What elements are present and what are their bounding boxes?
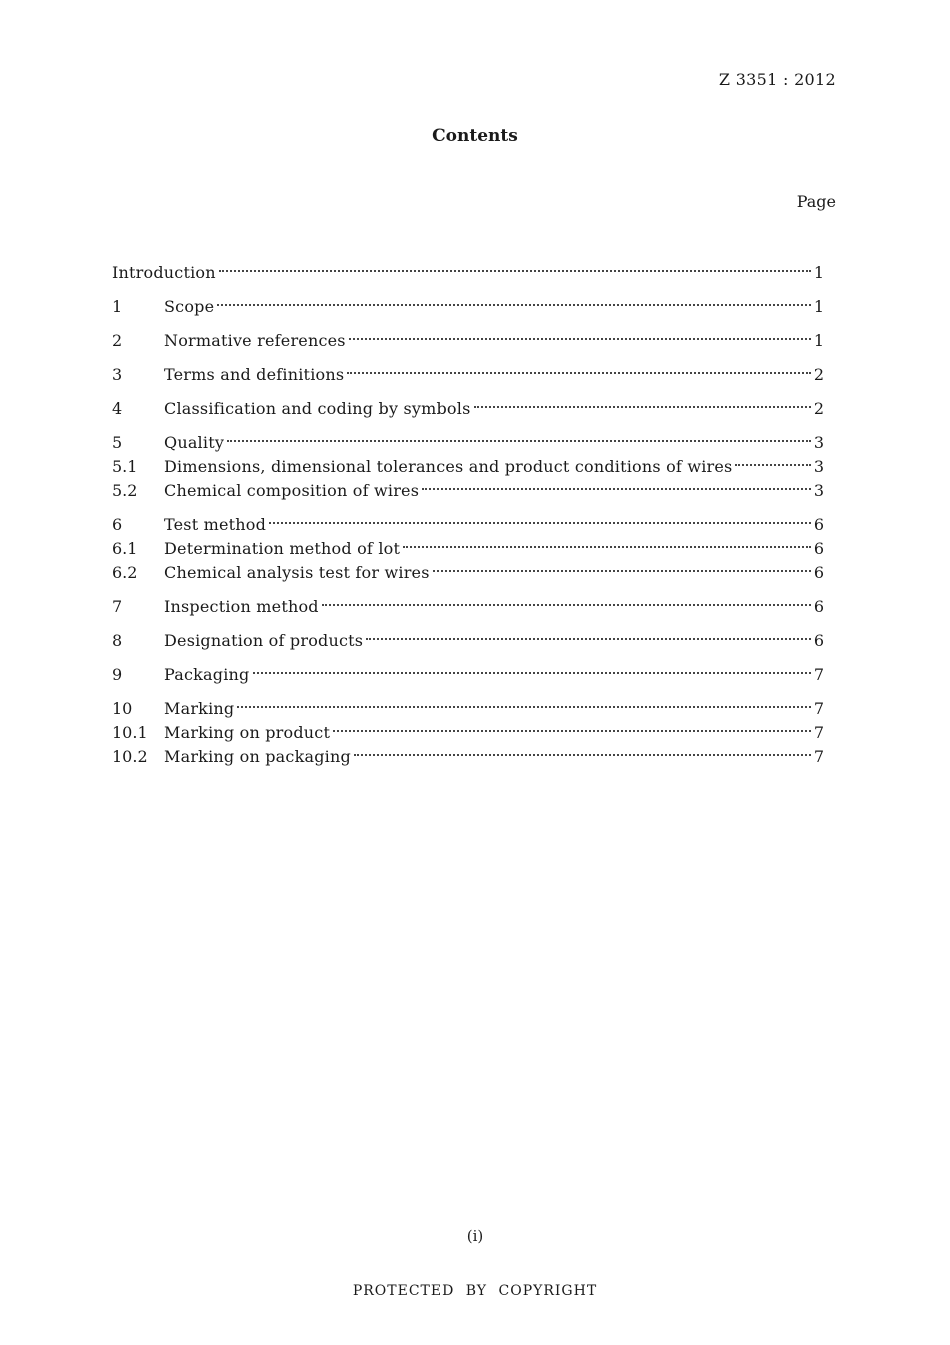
toc-entry-label: Designation of products — [164, 631, 364, 650]
toc-dot-leader — [322, 588, 811, 612]
toc-entry-page: 7 — [813, 699, 824, 718]
toc-entry-number: 10 — [112, 699, 133, 718]
toc-dot-leader — [219, 254, 811, 278]
toc-group-normative-references — [112, 322, 824, 350]
toc-entry-label: Marking on packaging — [164, 747, 351, 766]
toc-entry-label: Chemical analysis test for wires — [164, 563, 430, 582]
page-column-heading: Page — [796, 192, 836, 211]
toc-entry-label: Test method — [164, 515, 267, 534]
toc-dot-leader — [433, 554, 811, 578]
toc-dot-leader — [347, 356, 811, 380]
toc-group-inspection — [112, 588, 824, 616]
toc-entry-label: Determination method of lot — [164, 539, 401, 558]
toc-dot-leader — [349, 322, 811, 346]
toc-entry-number: 8 — [112, 631, 123, 650]
page-title: Contents — [432, 126, 518, 146]
toc-entry-classification[interactable] — [112, 390, 824, 418]
toc-entry-page: 6 — [813, 597, 824, 616]
toc-entry-number: 5 — [112, 433, 123, 452]
toc-entry-label: Terms and definitions — [164, 365, 345, 384]
toc-entry-number: 10.1 — [112, 723, 148, 742]
toc-entry-label: Introduction — [112, 263, 216, 282]
toc-dot-leader — [474, 390, 811, 414]
toc-group-scope — [112, 288, 824, 316]
toc-group-marking — [112, 690, 824, 766]
toc-entry-test-method[interactable] — [112, 506, 824, 534]
toc-dot-leader — [354, 738, 811, 762]
toc-entry-page: 1 — [813, 331, 824, 350]
toc-entry-number: 1 — [112, 297, 123, 316]
toc-entry-page: 2 — [813, 399, 824, 418]
toc-group-designation — [112, 622, 824, 650]
toc-entry-inspection-method[interactable] — [112, 588, 824, 616]
toc-entry-label: Normative references — [164, 331, 346, 350]
table-of-contents — [112, 254, 824, 772]
toc-group-introduction — [112, 254, 824, 282]
toc-entry-page: 3 — [813, 457, 824, 476]
toc-entry-page: 6 — [813, 563, 824, 582]
toc-group-packaging — [112, 656, 824, 684]
toc-entry-label: Quality — [164, 433, 225, 452]
toc-entry-terms-and-definitions[interactable] — [112, 356, 824, 384]
toc-entry-page: 6 — [813, 539, 824, 558]
toc-entry-page: 2 — [813, 365, 824, 384]
toc-entry-page: 6 — [813, 631, 824, 650]
toc-entry-designation[interactable] — [112, 622, 824, 650]
toc-entry-scope[interactable] — [112, 288, 824, 316]
toc-entry-number: 2 — [112, 331, 123, 350]
toc-dot-leader — [366, 622, 811, 646]
toc-entry-page: 7 — [813, 665, 824, 684]
toc-dot-leader — [333, 714, 811, 738]
toc-entry-number: 6 — [112, 515, 123, 534]
toc-entry-marking[interactable] — [112, 690, 824, 718]
toc-group-test-method — [112, 506, 824, 582]
toc-entry-number: 10.2 — [112, 747, 148, 766]
toc-entry-number: 9 — [112, 665, 123, 684]
toc-entry-page: 7 — [813, 747, 824, 766]
toc-group-classification — [112, 390, 824, 418]
toc-entry-number: 4 — [112, 399, 123, 418]
toc-group-quality — [112, 424, 824, 500]
toc-entry-label: Packaging — [164, 665, 250, 684]
toc-entry-number: 7 — [112, 597, 123, 616]
toc-entry-number: 6.2 — [112, 563, 138, 582]
toc-group-terms — [112, 356, 824, 384]
toc-dot-leader — [269, 506, 811, 530]
toc-entry-label: Inspection method — [164, 597, 319, 616]
toc-entry-introduction[interactable] — [112, 254, 824, 282]
toc-entry-packaging[interactable] — [112, 656, 824, 684]
toc-entry-label: Chemical composition of wires — [164, 481, 420, 500]
toc-entry-page: 7 — [813, 723, 824, 742]
toc-dot-leader — [422, 472, 811, 496]
toc-dot-leader — [217, 288, 811, 312]
toc-entry-number: 5.2 — [112, 481, 138, 500]
toc-dot-leader — [237, 690, 810, 714]
toc-entry-number: 6.1 — [112, 539, 138, 558]
toc-entry-number: 3 — [112, 365, 123, 384]
document-code: Z 3351 : 2012 — [718, 70, 836, 89]
footer-page-number: (i) — [466, 1227, 484, 1245]
toc-entry-number: 5.1 — [112, 457, 138, 476]
toc-entry-page: 3 — [813, 481, 824, 500]
toc-entry-label: Marking — [164, 699, 235, 718]
toc-entry-label: Scope — [164, 297, 215, 316]
toc-entry-page: 3 — [813, 433, 824, 452]
toc-entry-page: 1 — [813, 297, 824, 316]
toc-entry-page: 6 — [813, 515, 824, 534]
toc-entry-normative-references[interactable] — [112, 322, 824, 350]
toc-dot-leader — [735, 448, 810, 472]
toc-entry-label: Marking on product — [164, 723, 331, 742]
toc-dot-leader — [227, 424, 811, 448]
toc-entry-quality[interactable] — [112, 424, 824, 452]
copyright-notice: PROTECTED BY COPYRIGHT — [352, 1283, 598, 1299]
toc-entry-label: Classification and coding by symbols — [164, 399, 471, 418]
toc-entry-label: Dimensions, dimensional tolerances and product conditions of wires — [164, 457, 733, 476]
toc-entry-page: 1 — [813, 263, 824, 282]
toc-dot-leader — [403, 530, 811, 554]
toc-dot-leader — [253, 656, 811, 680]
